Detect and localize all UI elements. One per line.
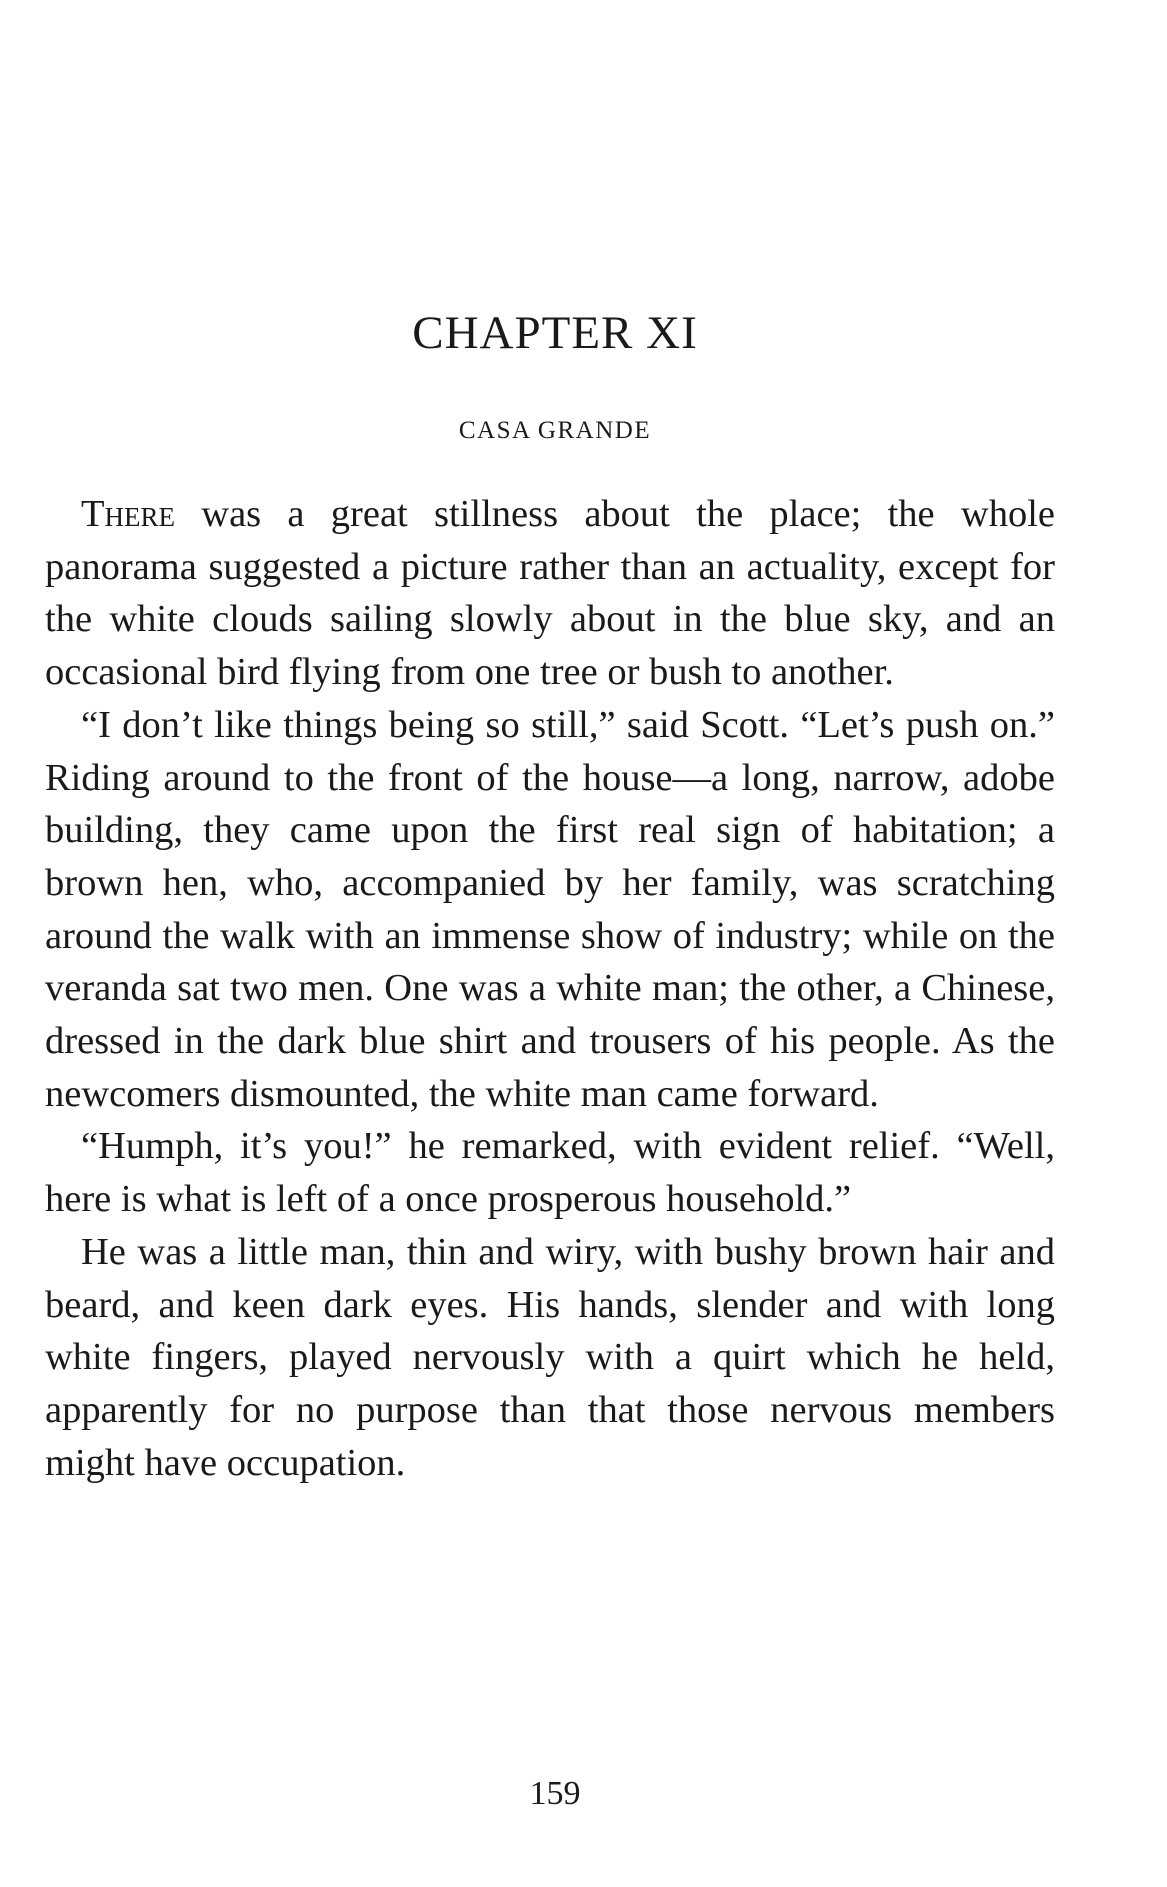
page-number: 159 [529, 1775, 581, 1812]
paragraph: “I don’t like things being so still,” said Scott. “Let’s push on.” Riding around to the front of the house—a long, narrow, adobe building, they came upon the first real sign of habitation; a brown hen, who, accompanied by her family, was scratching around the walk with an immense show of industry; while on the veranda sat two men. One was a white man; the other, a Chinese, dressed in the dark blue shirt and trousers of his people. As the newcomers dismounted, the white man came forward. [45, 703, 1055, 1115]
chapter-subtitle: CASA GRANDE [458, 417, 652, 444]
chapter-title: CHAPTER XI [412, 307, 698, 359]
paragraph-text: was a great stillness about the place; the whole panorama suggested a picture rather than an actuality, except for the white clouds sailing slowly about in the blue sky, and an occasional bird flying from one tree or bush to another. [45, 493, 1055, 694]
paragraph: He was a little man, thin and wiry, with bushy brown hair and beard, and keen dark eyes. His hands, slender and with long white fingers, played nervously with a quirt which he held, apparently for no purpose than that those nervous members might have occupation. [45, 1230, 1055, 1484]
chapter-body [45, 488, 1055, 1489]
paragraph: “Humph, it’s you!” he remarked, with evident relief. “Well, here is what is left of a once prosperous household.” [45, 1125, 1055, 1221]
paragraph [45, 488, 1055, 699]
opening-word: There [81, 493, 176, 535]
